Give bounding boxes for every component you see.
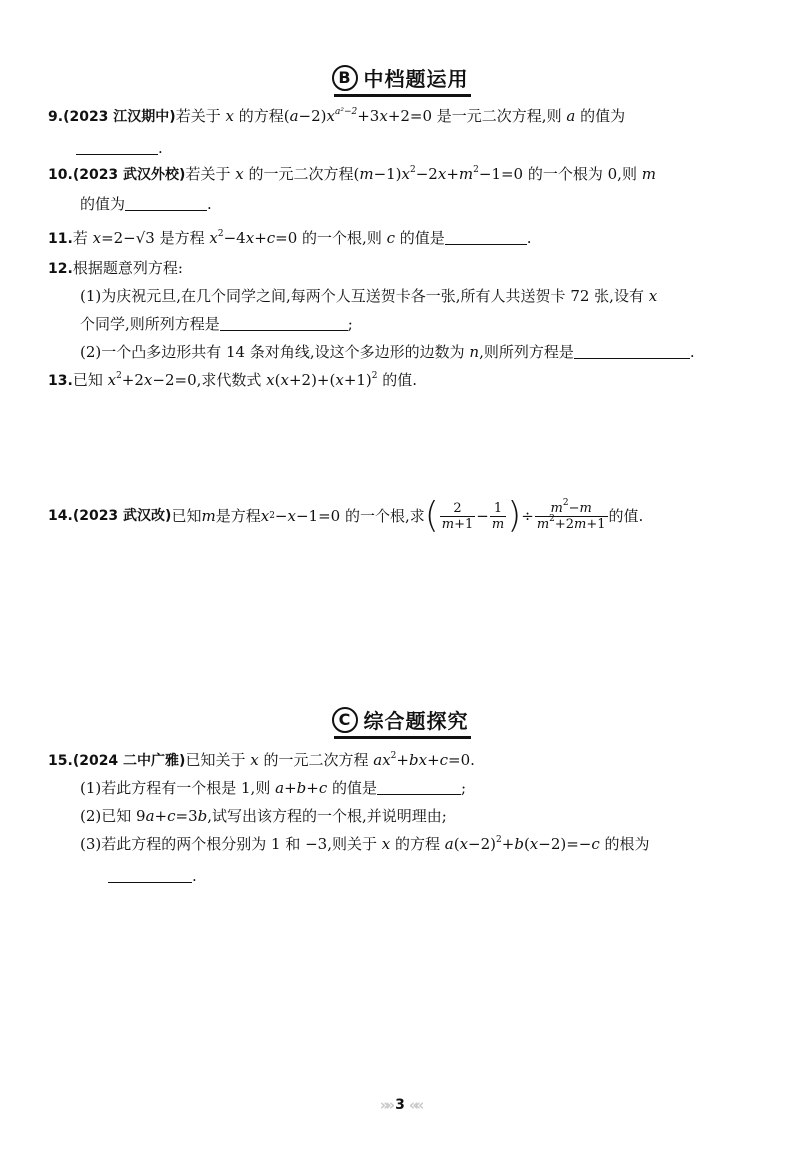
- question-number: 14.: [48, 508, 73, 524]
- question-source: (2023 武汉外校): [72, 167, 186, 183]
- question-15: 15.(2024 二中广雅)已知关于 x 的一元二次方程 $ax^2+bx+c=0$.: [48, 751, 475, 769]
- answer-blank[interactable]: [445, 230, 527, 245]
- fraction: $\frac{1}{m}$: [491, 500, 505, 532]
- section-c-header: [0, 704, 800, 738]
- section-b-header: [0, 62, 800, 96]
- question-source: (2023 江汉期中): [63, 109, 176, 125]
- section-c-badge: C: [332, 707, 358, 733]
- question-source: (2024 二中广雅): [72, 753, 186, 769]
- question-number: 9.: [48, 109, 64, 125]
- section-c-title: 综合题探究: [363, 709, 469, 733]
- question-11: 11.若 x=2−√3 是方程 $x^2-4x+c=0$ 的一个根,则 c 的值是 .: [48, 229, 532, 247]
- question-source: (2023 武汉改): [72, 508, 172, 524]
- double-chevron-left-icon: ««: [408, 1096, 421, 1114]
- double-chevron-right-icon: »»: [379, 1096, 392, 1114]
- answer-blank[interactable]: [108, 868, 192, 883]
- answer-blank[interactable]: [76, 140, 158, 155]
- section-b-title: 中档题运用: [363, 67, 469, 91]
- question-number: 13.: [48, 373, 73, 389]
- answer-blank[interactable]: [220, 316, 348, 331]
- question-15-part-3-answer: .: [108, 866, 197, 886]
- question-12-part-1: (1)为庆祝元旦,在几个同学之间,每两个人互送贺卡各一张,所有人共送贺卡 72 张,设有 x: [80, 287, 658, 305]
- answer-blank[interactable]: [125, 196, 207, 211]
- question-12-part-2: (2)一个凸多边形共有 14 条对角线,设这个多边形的边数为 n,则所列方程是 .: [80, 343, 695, 361]
- question-13: 13.已知 $x^2+2x-2=0$,求代数式 $x(x+2)+(x+1)^2$ 的值.: [48, 371, 418, 389]
- question-10: 10.(2023 武汉外校)若关于 x 的一元二次方程$(m-1)x^2-2x+m^2-1=0$ 的一个根为 0,则 m: [48, 165, 656, 183]
- question-number: 10.: [48, 167, 73, 183]
- question-number: 11.: [48, 231, 73, 247]
- question-9: 9.(2023 江汉期中)若关于 x 的方程$(a-2)x^{a^2-2}+3x+2=0$ 是一元二次方程,则 a 的值为: [48, 107, 626, 125]
- page-footer: [0, 1096, 800, 1114]
- question-15-part-2: (2)已知 9a+c=3b,试写出该方程的一个根,并说明理由;: [80, 807, 447, 825]
- section-b-badge: B: [332, 65, 358, 91]
- question-12-part-1-answer: 个同学,则所列方程是 ;: [80, 315, 353, 333]
- question-10-answer-line: 的值为 .: [80, 195, 212, 213]
- question-12: 12.根据题意列方程:: [48, 259, 183, 277]
- fraction: $\frac{m^2-m}{m^2+2m+1}$: [536, 497, 606, 532]
- answer-blank[interactable]: [377, 780, 461, 795]
- question-14: 14. (2023 武汉改) 已知 m 是方程 x 2 − x −1=0 的一个根,求 ( $\frac{2}{m+1}$ − $\frac{1}{m}$ ) ÷ $\frac{m^2-m}{m^2+2m+1}$ 的值.: [48, 495, 644, 536]
- question-number: 15.: [48, 753, 73, 769]
- answer-blank[interactable]: [574, 344, 690, 359]
- page-number: 3: [395, 1097, 405, 1113]
- question-9-answer-line: .: [76, 138, 163, 158]
- question-15-part-1: (1)若此方程有一个根是 1,则 a+b+c 的值是 ;: [80, 779, 467, 797]
- fraction: $\frac{2}{m+1}$: [441, 500, 474, 532]
- question-number: 12.: [48, 261, 73, 277]
- question-15-part-3: (3)若此方程的两个根分别为 1 和 −3,则关于 x 的方程 $a(x-2)^2+b(x-2)=-c$ 的根为: [80, 835, 650, 853]
